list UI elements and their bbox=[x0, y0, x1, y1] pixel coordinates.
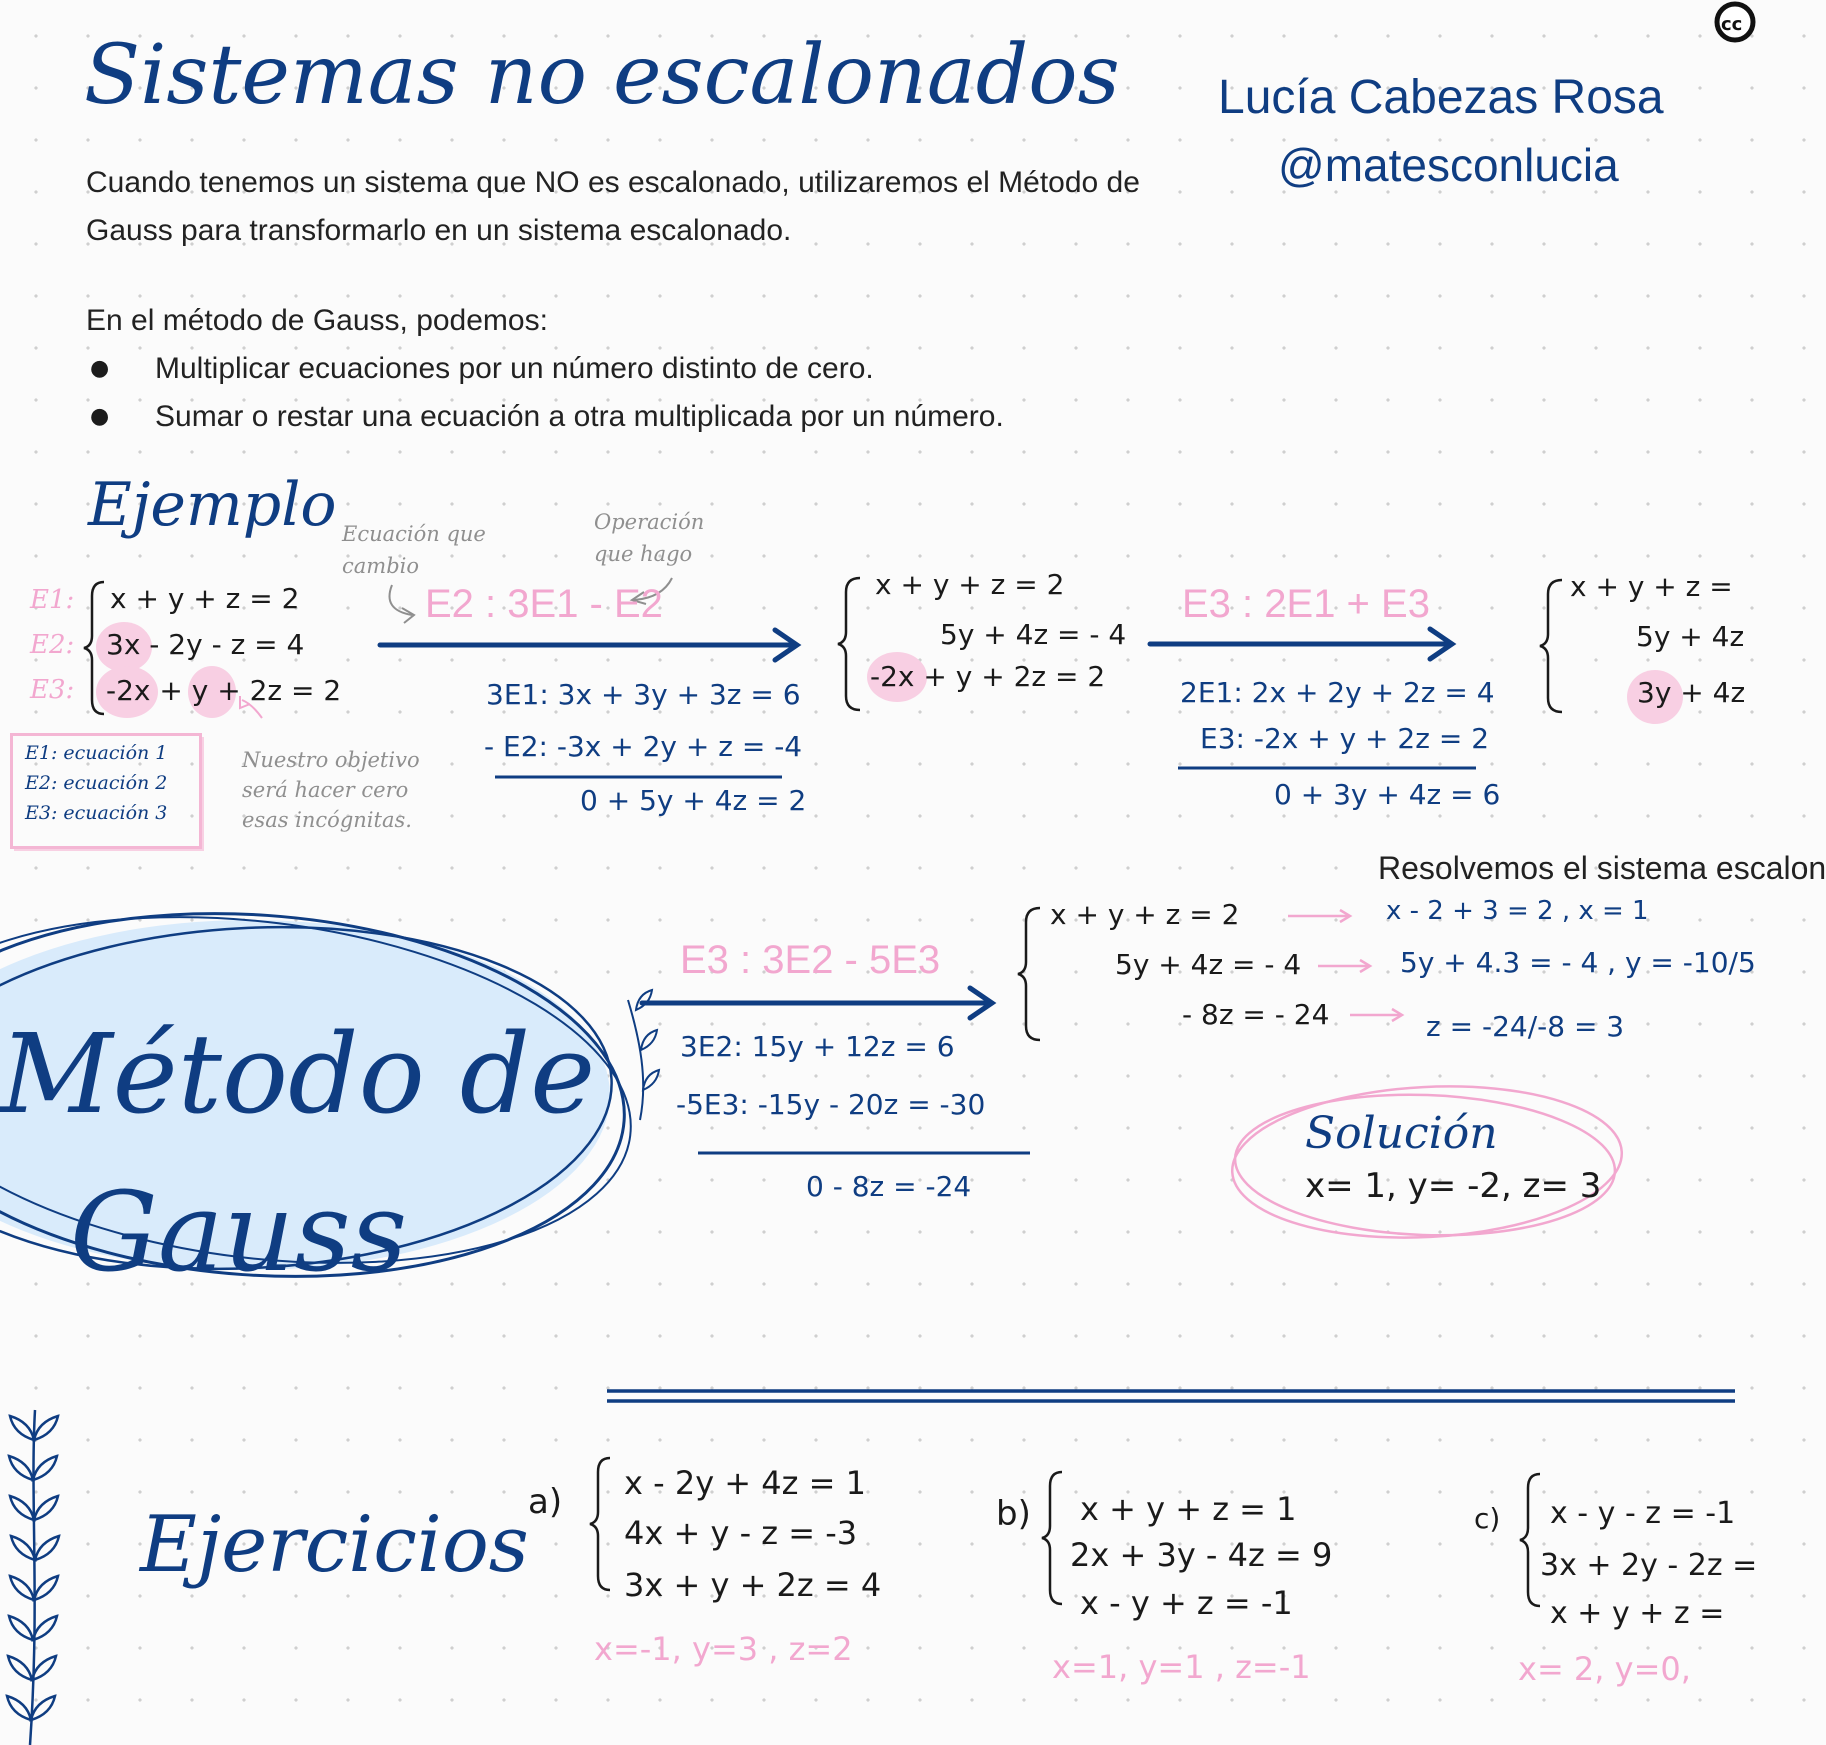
system3-eq2: 5y + 4z bbox=[1636, 620, 1745, 653]
exercise-c-label: c) bbox=[1474, 1502, 1501, 1535]
solution-frame bbox=[1228, 1077, 1625, 1247]
system3-eq1: x + y + z = bbox=[1570, 570, 1733, 603]
system2-eq3: -2x + y + 2z = 2 bbox=[870, 660, 1106, 693]
system3-eq3: 3y + 4z bbox=[1637, 676, 1746, 709]
op1-calc-line1: 3E1: 3x + 3y + 3z = 6 bbox=[486, 678, 801, 711]
solve-step-1: x - 2 + 3 = 2 , x = 1 bbox=[1386, 896, 1649, 926]
system2-eq1: x + y + z = 2 bbox=[875, 568, 1065, 601]
op2-calc-result: 0 + 3y + 4z = 6 bbox=[1274, 778, 1501, 811]
exercise-c-eq2: 3x + 2y - 2z = bbox=[1540, 1548, 1758, 1583]
exercise-b-eq1: x + y + z = 1 bbox=[1080, 1490, 1297, 1528]
brace-system3 bbox=[1540, 580, 1562, 712]
exercise-c-eq1: x - y - z = -1 bbox=[1550, 1496, 1736, 1531]
brace-ex-a bbox=[590, 1458, 610, 1590]
brace-system4 bbox=[1018, 908, 1040, 1040]
bullet-item: Sumar o restar una ecuación a otra multiplicada por un número. bbox=[155, 400, 1004, 433]
exercise-a-solution: x=-1, y=3 , z=2 bbox=[594, 1630, 853, 1668]
op3-calc-line2: -5E3: -15y - 20z = -30 bbox=[676, 1088, 986, 1121]
svg-text:cc: cc bbox=[1721, 14, 1743, 35]
exercise-a-eq2: 4x + y - z = -3 bbox=[624, 1514, 858, 1552]
system1-eq1: x + y + z = 2 bbox=[110, 582, 300, 615]
exercise-b-solution: x=1, y=1 , z=-1 bbox=[1052, 1648, 1311, 1686]
exercises-heading: Ejercicios bbox=[140, 1500, 529, 1590]
goal-note: será hacer cero bbox=[242, 778, 409, 802]
laurel-branch-icon bbox=[7, 1410, 59, 1745]
example-heading: Ejemplo bbox=[88, 470, 337, 540]
operation-label-1: E2 : 3E1 - E2 bbox=[425, 582, 663, 626]
op1-calc-line2: - E2: -3x + 2y + z = -4 bbox=[484, 730, 803, 763]
exercise-a-eq1: x - 2y + 4z = 1 bbox=[624, 1464, 866, 1502]
cc-license-icon bbox=[1717, 4, 1753, 40]
exercise-b-eq2: 2x + 3y - 4z = 9 bbox=[1070, 1536, 1333, 1574]
equation-label: E3: bbox=[30, 675, 75, 705]
section-divider bbox=[607, 1391, 1735, 1401]
solution-values: x= 1, y= -2, z= 3 bbox=[1305, 1166, 1602, 1206]
system2-eq2: 5y + 4z = - 4 bbox=[940, 618, 1127, 651]
exercise-b-label: b) bbox=[996, 1494, 1031, 1534]
legend-item: E2: ecuación 2 bbox=[25, 772, 168, 794]
exercise-c-solution: x= 2, y=0, bbox=[1518, 1650, 1691, 1688]
legend-item: E3: ecuación 3 bbox=[25, 802, 168, 824]
system1-eq2: 3x - 2y - z = 4 bbox=[106, 628, 305, 661]
legend-item: E1: ecuación 1 bbox=[25, 742, 168, 764]
op2-calc-line1: 2E1: 2x + 2y + 2z = 4 bbox=[1180, 676, 1495, 709]
system4-eq2: 5y + 4z = - 4 bbox=[1115, 948, 1302, 981]
solve-step-2: 5y + 4.3 = - 4 , y = -10/5 bbox=[1400, 946, 1756, 979]
op3-calc-result: 0 - 8z = -24 bbox=[806, 1170, 972, 1203]
exercise-c-eq3: x + y + z = bbox=[1550, 1596, 1725, 1631]
note-operation: que hago bbox=[594, 542, 693, 566]
op3-calc-line1: 3E2: 15y + 12z = 6 bbox=[680, 1030, 955, 1063]
intro-line-2: Gauss para transformarlo en un sistema escalonado. bbox=[86, 214, 792, 247]
solution-heading: Solución bbox=[1305, 1108, 1498, 1159]
system1-eq3: -2x + y + 2z = 2 bbox=[106, 674, 342, 707]
brace-ex-b bbox=[1042, 1472, 1062, 1604]
equation-label: E2: bbox=[30, 630, 75, 660]
brace-system2 bbox=[838, 578, 860, 710]
intro-line-1: Cuando tenemos un sistema que NO es escalonado, utilizaremos el Método de bbox=[86, 166, 1140, 199]
equation-label: E1: bbox=[30, 585, 75, 615]
page-title: Sistemas no escalonados bbox=[84, 28, 1120, 123]
method-title: Gauss bbox=[70, 1168, 408, 1296]
operation-label-3: E3 : 3E2 - 5E3 bbox=[680, 938, 941, 982]
goal-note: esas incógnitas. bbox=[242, 808, 412, 832]
gauss-lead-text: En el método de Gauss, podemos: bbox=[86, 304, 548, 337]
solve-step-3: z = -24/-8 = 3 bbox=[1426, 1010, 1625, 1043]
method-title: Método de bbox=[0, 1010, 596, 1138]
bullet-item: Multiplicar ecuaciones por un número distinto de cero. bbox=[155, 352, 874, 385]
bullet-icon: ● bbox=[90, 404, 110, 429]
system4-eq3: - 8z = - 24 bbox=[1182, 998, 1330, 1031]
note-changed-equation: Ecuación que bbox=[342, 522, 486, 546]
operation-label-2: E3 : 2E1 + E3 bbox=[1182, 582, 1430, 626]
note-changed-equation: cambio bbox=[342, 554, 419, 578]
exercise-b-eq3: x - y + z = -1 bbox=[1080, 1584, 1293, 1622]
author-name: Lucía Cabezas Rosa bbox=[1218, 71, 1664, 124]
author-handle: @matesconlucia bbox=[1278, 139, 1619, 191]
goal-note: Nuestro objetivo bbox=[242, 748, 420, 772]
note-operation: Operación bbox=[594, 510, 705, 534]
op1-calc-result: 0 + 5y + 4z = 2 bbox=[580, 784, 807, 817]
system4-eq1: x + y + z = 2 bbox=[1050, 898, 1240, 931]
exercise-a-label: a) bbox=[528, 1482, 563, 1522]
bullet-icon: ● bbox=[90, 356, 110, 381]
exercise-a-eq3: 3x + y + 2z = 4 bbox=[624, 1566, 882, 1604]
op2-calc-line2: E3: -2x + y + 2z = 2 bbox=[1200, 722, 1490, 755]
solve-heading: Resolvemos el sistema escalon bbox=[1378, 850, 1826, 886]
brace-ex-c bbox=[1520, 1474, 1540, 1606]
